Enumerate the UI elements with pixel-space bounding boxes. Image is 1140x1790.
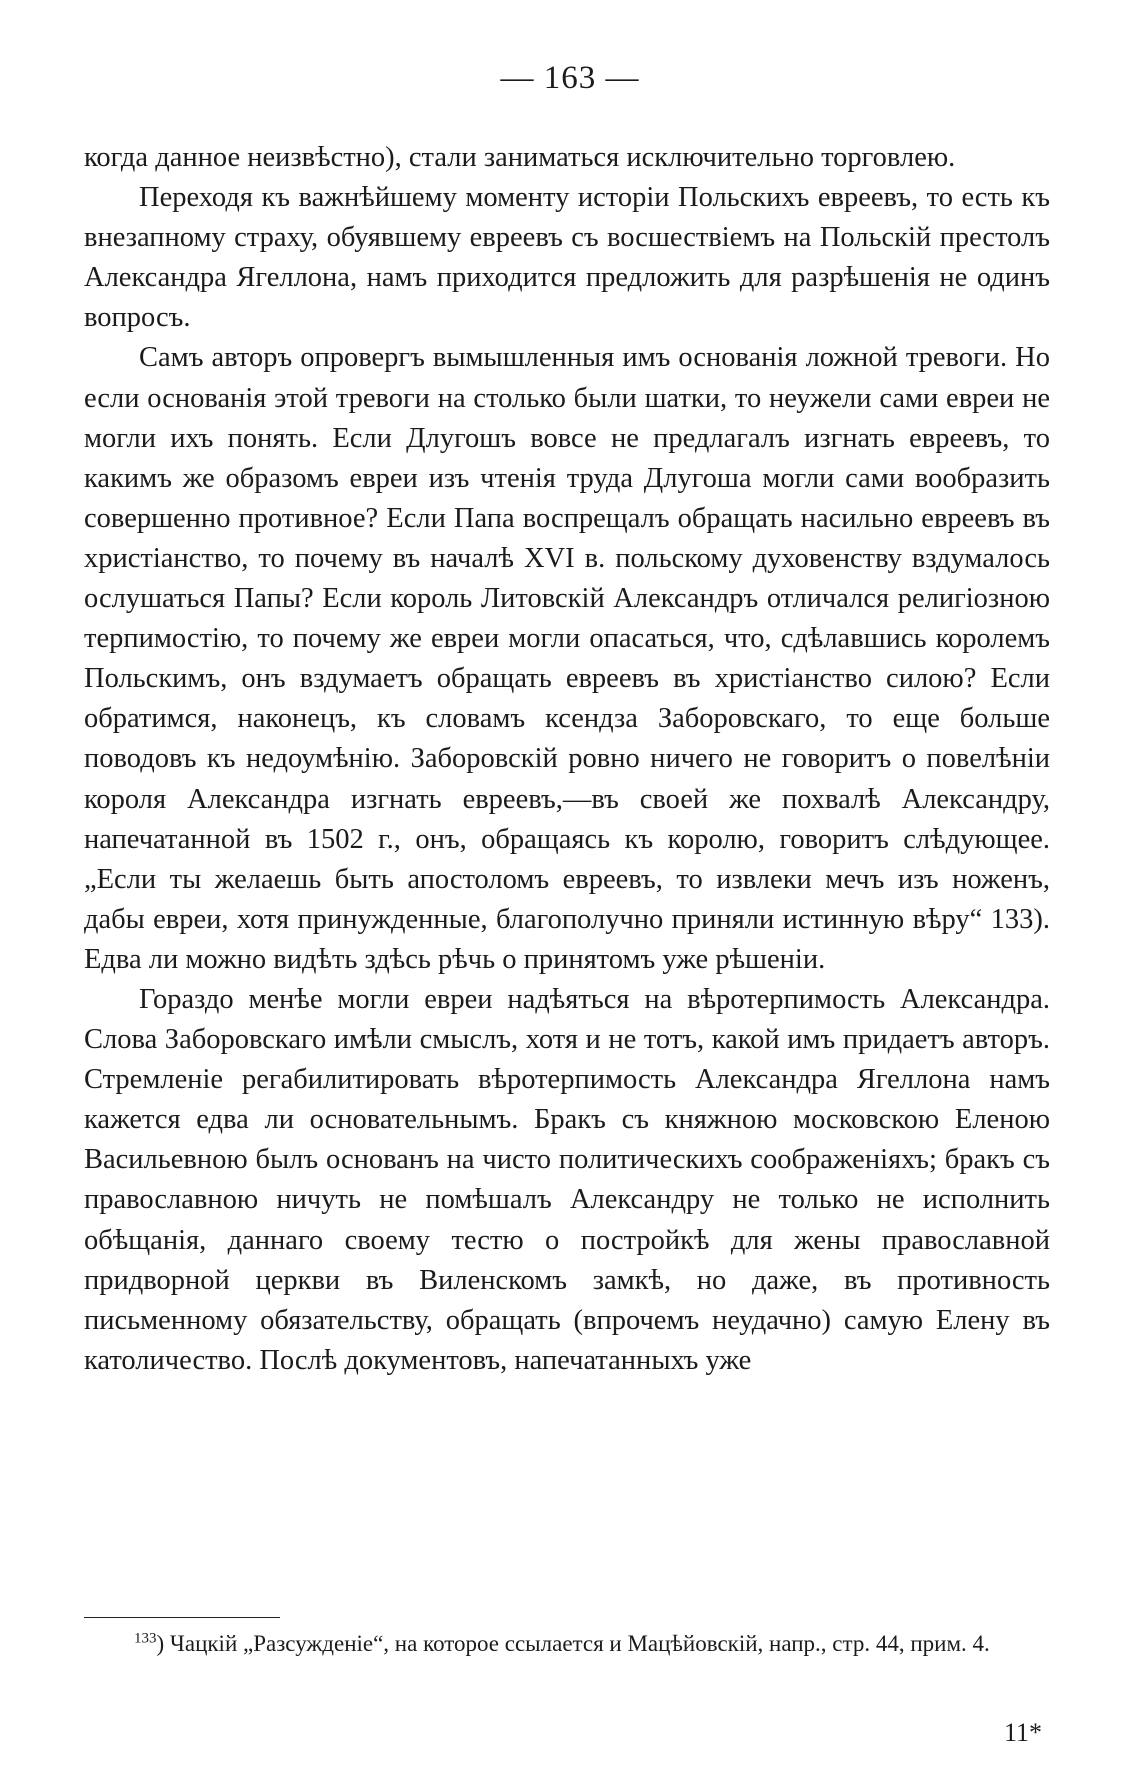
footnote xyxy=(84,1627,1050,1661)
paragraph-author-refuted: Самъ авторъ опровергъ вымышленныя имъ основанія ложной тревоги. Но если основанія этой тревоги на столько были шатки, то неужели сами евреи не могли ихъ понять. Если Длугошъ вовсе не предлагалъ изгнать евреевъ, то какимъ же образомъ евреи изъ чтенія труда Длугоша могли сами вообразить совершенно противное? Если Папа воспрещалъ обращать насильно евреевъ въ христіанство, то почему въ началѣ XVI в. польскому духовенству вздумалось ослушаться Папы? Если король Литовскій Александръ отличался религіозною терпимостію, то почему же евреи могли опасаться, что, сдѣлавшись королемъ Польскимъ, онъ вздумаетъ обращать евреевъ въ христіанство силою? Если обратимся, наконецъ, къ словамъ ксендза Заборовскаго, то еще больше поводовъ къ недоумѣнію. Заборовскій ровно ничего не говоритъ о повелѣніи короля Александра изгнать евреевъ,—въ своей же похвалѣ Александру, напечатанной въ 1502 г., онъ, обращаясь къ королю, говоритъ слѣдующее. „Если ты желаешь быть апостоломъ евреевъ, то извлеки мечъ изъ ноженъ, дабы евреи, хотя принужденные, благополучно приняли истинную вѣру“ 133). Едва ли можно видѣть здѣсь рѣчь о принятомъ уже рѣшеніи. xyxy=(84,342,1050,975)
footnote-marker: 133 xyxy=(134,1630,157,1647)
paragraph-continuation: когда данное неизвѣстно), стали заниматься исключительно торговлею. xyxy=(84,142,956,173)
signature-mark: 11* xyxy=(1003,1718,1042,1747)
footnote-text: ) Чацкій „Разсужденіе“, на которое ссылается и Мацѣйовскій, напр., стр. 44, прим. 4. xyxy=(156,1631,990,1656)
paragraph-polish-jews: Переходя къ важнѣйшему моменту исторіи Польскихъ евреевъ, то есть къ внезапному страху, обуявшему евреевъ съ восшествіемъ на Польскій престолъ Александра Ягеллона, намъ приходится предложить для разрѣшенія не одинъ вопросъ. xyxy=(84,182,1050,334)
paragraph-alexander-tolerance: Гораздо менѣе могли евреи надѣяться на вѣротерпимость Александра. Слова Заборовскаго имѣли смыслъ, хотя и не тотъ, какой имъ придаетъ авторъ. Стремленіе регабилитировать вѣротерпимость Александра Ягеллона намъ кажется едва ли основательнымъ. Бракъ съ княжною московскою Еленою Васильевною былъ основанъ на чисто политическихъ соображеніяхъ; бракъ съ православною ничуть не помѣшалъ Александру не только не исполнить обѣщанія, даннаго своему тестю о постройкѣ для жены православной придворной церкви въ Виленскомъ замкѣ, но даже, въ противность письменному обязательству, обращать (впрочемъ неудачно) самую Елену въ католичество. Послѣ документовъ, напечатанныхъ уже xyxy=(84,983,1050,1376)
footnote-divider xyxy=(84,1617,280,1618)
main-text xyxy=(84,138,1050,1381)
page-number: — 163 — xyxy=(500,60,640,96)
